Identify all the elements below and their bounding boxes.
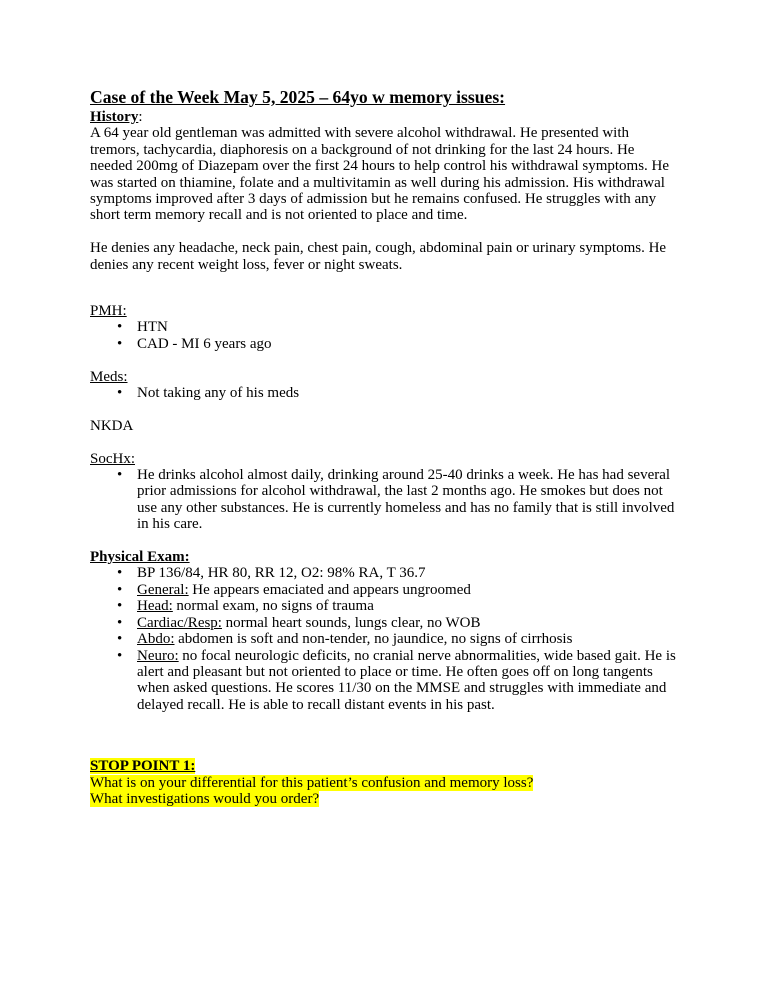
pmh-list-item <box>90 319 677 335</box>
sochx-heading-label: SocHx: <box>90 450 135 467</box>
exam-item-text: He appears emaciated and appears ungroomed <box>192 581 471 598</box>
stop-point-question-2: What investigations would you order? <box>90 790 320 807</box>
exam-item-label: Abdo: <box>137 631 175 648</box>
physical-exam-item-head <box>90 598 677 614</box>
meds-heading <box>90 369 677 385</box>
exam-item-text: normal exam, no signs of trauma <box>176 598 374 615</box>
exam-item-label: General: <box>137 581 189 598</box>
exam-item-text: abdomen is soft and non-tender, no jaundice, no signs of cirrhosis <box>178 631 573 648</box>
stop-point-question-line <box>90 791 677 807</box>
physical-exam-item-cardiac-resp <box>90 615 677 631</box>
exam-item-text: BP 136/84, HR 80, RR 12, O2: 98% RA, T 36.7 <box>137 565 426 582</box>
sochx-item-text: He drinks alcohol almost daily, drinking around 25-40 drinks a week. He has had several prior admissions for alcohol withdrawal, the last 2 months ago. He smokes but does not use any other substances. He is currently homeless and has no family that is still involved in his care. <box>137 467 675 533</box>
pmh-heading <box>90 303 677 319</box>
stop-point-question-1: What is on your differential for this patient’s confusion and memory loss? <box>90 774 534 791</box>
physical-exam-item-abdo <box>90 631 677 647</box>
history-paragraph-2: He denies any headache, neck pain, chest pain, cough, abdominal pain or urinary symptoms. He denies any recent weight loss, fever or night sweats. <box>90 240 667 273</box>
stop-point-question-line <box>90 775 677 791</box>
physical-exam-item-neuro <box>90 648 677 714</box>
exam-item-text: normal heart sounds, lungs clear, no WOB <box>225 614 481 631</box>
bullet-icon: • <box>117 565 123 582</box>
meds-section <box>90 369 677 402</box>
bullet-icon: • <box>117 647 123 664</box>
exam-item-label: Cardiac/Resp: <box>137 614 222 631</box>
bullet-icon: • <box>117 467 123 484</box>
bullet-icon: • <box>117 614 123 631</box>
history-heading-label: History <box>90 109 139 125</box>
sochx-heading <box>90 451 677 467</box>
pmh-section <box>90 303 677 352</box>
sochx-list-item <box>90 467 677 533</box>
history-heading-colon: : <box>138 109 143 125</box>
meds-item-text: Not taking any of his meds <box>137 385 300 402</box>
stop-point-heading: STOP POINT 1: <box>90 758 196 775</box>
physical-exam-item-general <box>90 582 677 598</box>
stop-point-heading-line <box>90 758 677 774</box>
physical-exam-section <box>90 549 677 713</box>
document-title: Case of the Week May 5, 2025 – 64yo w memory issues: <box>90 87 506 107</box>
exam-item-label: Neuro: <box>137 647 179 664</box>
bullet-icon: • <box>117 335 123 352</box>
history-heading <box>90 109 677 125</box>
history-paragraph-1: A 64 year old gentleman was admitted with severe alcohol withdrawal. He presented with tremors, tachycardia, diaphoresis on a background of not drinking for the last 24 hours. He needed 200mg of Diazepam over the first 24 hours to help control his withdrawal symptoms. He was started on thiamine, folate and a multivitamin as well during his admission. His withdrawal symptoms improved after 3 days of admission but he remains confused. He struggles with any short term memory recall and is not oriented to place and time. <box>90 125 670 224</box>
pmh-list-item <box>90 336 677 352</box>
meds-heading-label: Meds: <box>90 368 128 385</box>
bullet-icon: • <box>117 598 123 615</box>
meds-list-item <box>90 385 677 401</box>
pmh-item-text: HTN <box>137 319 168 336</box>
exam-item-text: no focal neurologic deficits, no cranial nerve abnormalities, wide based gait. He is alert and pleasant but not oriented to place or time. He often goes off on long tangents when asked questions. He scores 11/30 on the MMSE and struggles with immediate and delayed recall. He is able to recall distant events in his past. <box>137 647 676 713</box>
physical-exam-heading <box>90 549 677 565</box>
bullet-icon: • <box>117 319 123 336</box>
physical-exam-item-vitals <box>90 565 677 581</box>
bullet-icon: • <box>117 385 123 402</box>
pmh-item-text: CAD - MI 6 years ago <box>137 335 272 352</box>
allergies-text: NKDA <box>90 417 134 434</box>
bullet-icon: • <box>117 631 123 648</box>
bullet-icon: • <box>117 581 123 598</box>
exam-item-label: Head: <box>137 598 173 615</box>
physical-exam-heading-label: Physical Exam: <box>90 549 190 566</box>
sochx-section <box>90 451 677 533</box>
stop-point-section <box>90 758 677 807</box>
pmh-heading-label: PMH: <box>90 303 127 320</box>
